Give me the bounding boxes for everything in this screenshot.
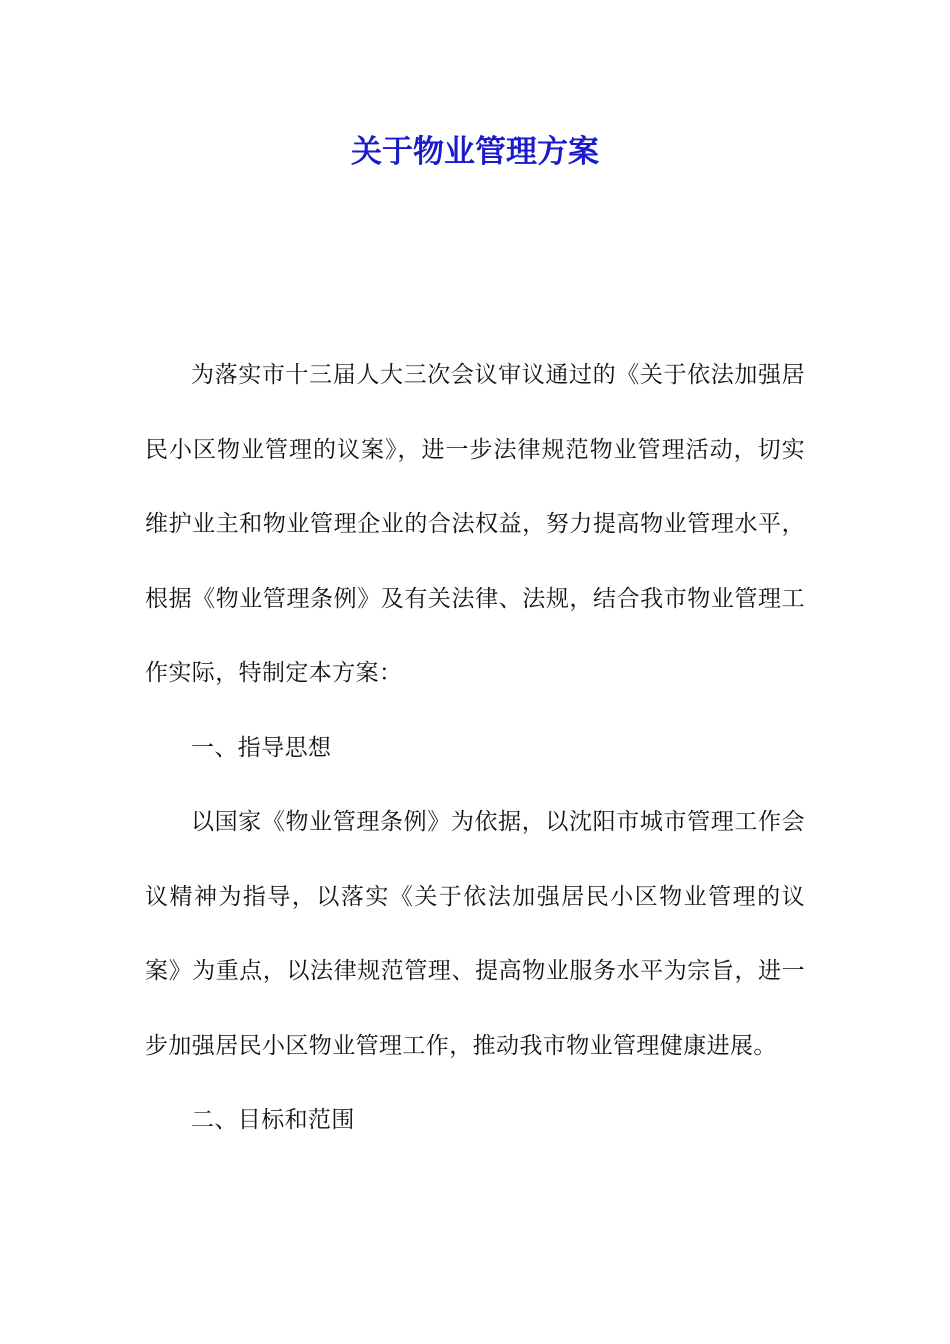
document-body [145,338,805,1158]
paragraph-intro: 为落实市十三届人大三次会议审议通过的《关于依法加强居民小区物业管理的议案》，进一步法律规范物业管理活动，切实维护业主和物业管理企业的合法权益，努力提高物业管理水平，根据《物业管理条例》及有关法律、法规，结合我市物业管理工作实际，特制定本方案： [145,362,805,686]
paragraph-guiding-ideology: 以国家《物业管理条例》为依据，以沈阳市城市管理工作会议精神为指导，以落实《关于依法加强居民小区物业管理的议案》为重点，以法律规范管理、提高物业服务水平为宗旨，进一步加强居民小区物业管理工作，推动我市物业管理健康进展。 [145,809,805,1059]
section-heading-goals-and-scope: 二、目标和范围 [191,1107,355,1133]
document-title: 关于物业管理方案 [351,134,599,170]
section-heading-guiding-ideology: 一、指导思想 [191,734,332,761]
